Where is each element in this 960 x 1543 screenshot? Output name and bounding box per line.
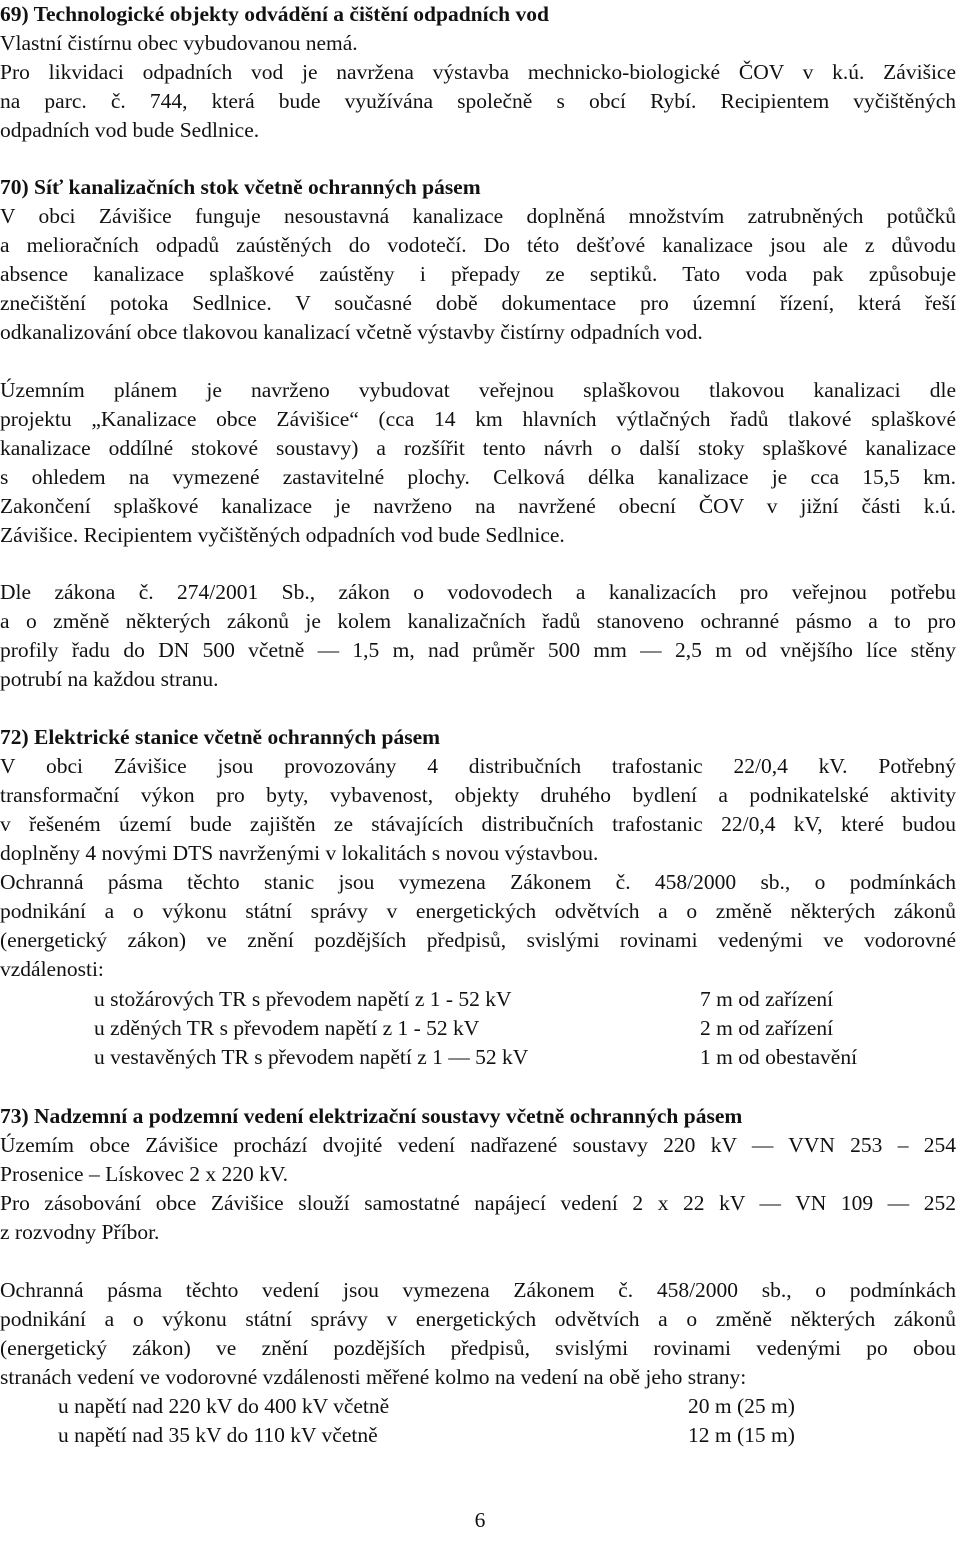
section-73 (0, 1102, 956, 1247)
section-72-paragraph-2 (0, 868, 956, 984)
text-line: na parc. č. 744, která bude využívána společně s obcí Rybí. Recipientem vyčištěných (0, 89, 956, 113)
table-row-value: 7 m od zařízení (700, 987, 834, 1011)
section-73-paragraph-2 (0, 1189, 956, 1247)
text-line: absence kanalizace splaškové zaústěny i přepady ze septiků. Tato voda pak způsobuje (0, 262, 956, 286)
text-line: transformační výkon pro byty, vybavenost, objekty druhého bydlení a podnikatelské aktivity (0, 783, 956, 807)
text-line: vzdálenosti: (0, 957, 104, 981)
text-line: Prosenice – Lískovec 2 x 220 kV. (0, 1162, 289, 1186)
section-72 (0, 723, 956, 984)
table-row-value: 12 m (15 m) (688, 1423, 795, 1447)
section-69-heading: 69) Technologické objekty odvádění a čištění odpadních vod (0, 2, 549, 26)
text-line: odkanalizování obce tlakovou kanalizací včetně výstavby čistírny odpadních vod. (0, 320, 703, 344)
section-69 (0, 0, 956, 145)
page-number: 6 (474, 1508, 486, 1532)
text-line: (energetický zákon) ve znění pozdějších předpisů, svislými rovinami vedenými po obou (0, 1336, 956, 1360)
text-line: Územním plánem je navrženo vybudovat veřejnou splaškovou tlakovou kanalizaci dle (0, 378, 956, 402)
text-line: a o změně některých zákonů je kolem kanalizačních řadů stanoveno ochranné pásmo a to pro (0, 609, 956, 633)
text-line: Ochranná pásma těchto vedení jsou vymezena Zákonem č. 458/2000 sb., o podmínkách (0, 1278, 956, 1302)
table-row-value: 2 m od zařízení (700, 1016, 834, 1040)
table-row-label: u stožárových TR s převodem napětí z 1 - 52 kV (94, 987, 512, 1011)
text-line: a melioračních odpadů zaústěných do vodotečí. Do této dešťové kanalizace jsou ale z důvodu (0, 233, 956, 257)
text-line: stranách vedení ve vodorovné vzdálenosti měřené kolmo na vedení na obě jeho strany: (0, 1365, 747, 1389)
table-row-label: u napětí nad 35 kV do 110 kV včetně (58, 1423, 378, 1447)
table-row-label: u napětí nad 220 kV do 400 kV včetně (58, 1394, 390, 1418)
table-row-label: u zděných TR s převodem napětí z 1 - 52 kV (94, 1016, 480, 1040)
table-row-value: 20 m (25 m) (688, 1394, 795, 1418)
text-line: Pro zásobování obce Závišice slouží samostatné napájecí vedení 2 x 22 kV — VN 109 — 252 (0, 1191, 956, 1215)
section-70-paragraph-1 (0, 202, 956, 347)
section-73-paragraph-1 (0, 1131, 956, 1189)
text-line: z rozvodny Příbor. (0, 1220, 160, 1244)
section-70-paragraph-2 (0, 376, 956, 550)
text-line: V obci Závišice funguje nesoustavná kanalizace doplněná množstvím zatrubněných potůčků (0, 204, 956, 228)
section-69-body (0, 29, 956, 145)
text-line: podnikání a o výkonu státní správy v energetických odvětvích a o změně některých zákonů (0, 899, 956, 923)
text-line: Dle zákona č. 274/2001 Sb., zákon o vodovodech a kanalizacích pro veřejnou potřebu (0, 580, 956, 604)
text-line: v řešeném území bude zajištěn ze stávajících distribučních trafostanic 22/0,4 kV, které budou (0, 812, 956, 836)
section-72-heading: 72) Elektrické stanice včetně ochranných pásem (0, 725, 441, 749)
text-line: Vlastní čistírnu obec vybudovanou nemá. (0, 31, 358, 55)
text-line: odpadních vod bude Sedlnice. (0, 118, 260, 142)
text-line: kanalizace oddílné stokové soustavy) a rozšířit tento návrh o další stoky splaškové kanalizace (0, 436, 956, 460)
text-line: (energetický zákon) ve znění pozdějších předpisů, svislými rovinami vedenými ve vodorovné (0, 928, 956, 952)
text-line: s ohledem na vymezené zastavitelné plochy. Celková délka kanalizace je cca 15,5 km. (0, 465, 956, 489)
section-72-paragraph-1 (0, 752, 956, 868)
text-line: znečištění potoka Sedlnice. V současné době dokumentace pro územní řízení, která řeší (0, 291, 956, 315)
text-line: V obci Závišice jsou provozovány 4 distribučních trafostanic 22/0,4 kV. Potřebný (0, 754, 956, 778)
section-70-heading: 70) Síť kanalizačních stok včetně ochranných pásem (0, 175, 481, 199)
text-line: Zakončení splaškové kanalizace je navrženo na navržené obecní ČOV v jižní části k.ú. (0, 494, 956, 518)
text-line: doplněny 4 novými DTS navrženými v lokalitách s novou výstavbou. (0, 841, 599, 865)
section-70-paragraph-3 (0, 578, 956, 694)
text-line: Závišice. Recipientem vyčištěných odpadních vod bude Sedlnice. (0, 523, 565, 547)
table-row-value: 1 m od obestavění (700, 1045, 858, 1069)
text-line: potrubí na každou stranu. (0, 667, 219, 691)
section-70 (0, 173, 956, 347)
text-line: Pro likvidaci odpadních vod je navržena výstavba mechnicko-biologické ČOV v k.ú. Závišice (0, 60, 956, 84)
text-line: podnikání a o výkonu státní správy v energetických odvětvích a o změně některých zákonů (0, 1307, 956, 1331)
section-73-paragraph-3 (0, 1276, 956, 1392)
text-line: profily řadu do DN 500 včetně — 1,5 m, nad průměr 500 mm — 2,5 m od vnějšího líce stěny (0, 638, 956, 662)
text-line: projektu „Kanalizace obce Závišice“ (cca 14 km hlavních výtlačných řadů tlakové splaškové (0, 407, 956, 431)
text-line: Územím obce Závišice prochází dvojité vedení nadřazené soustavy 220 kV — VVN 253 – 254 (0, 1133, 956, 1157)
text-line: Ochranná pásma těchto stanic jsou vymezena Zákonem č. 458/2000 sb., o podmínkách (0, 870, 956, 894)
section-73-heading: 73) Nadzemní a podzemní vedení elektrizační soustavy včetně ochranných pásem (0, 1104, 743, 1128)
table-row-label: u vestavěných TR s převodem napětí z 1 — 52 kV (94, 1045, 529, 1069)
